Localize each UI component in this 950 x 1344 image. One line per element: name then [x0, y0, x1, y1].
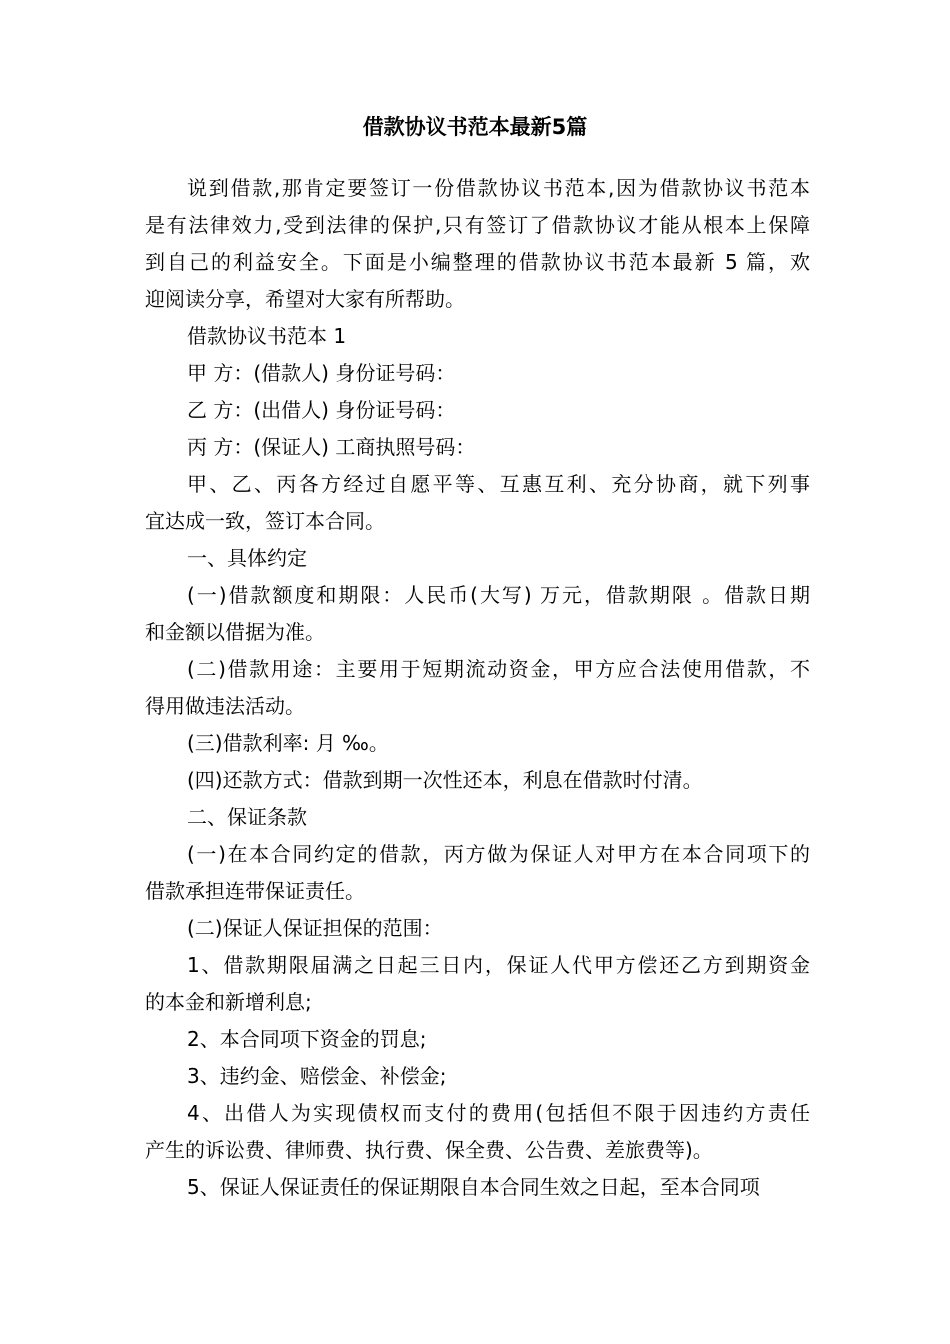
- document-paragraph: [145, 725, 810, 762]
- paragraph-line: 说到借款,那肯定要签订一份借款协议书范本,因为借款协议书范本: [187, 176, 810, 200]
- paragraph-line: 甲 方：(借款人) 身份证号码：: [187, 361, 456, 385]
- document-paragraph: [145, 1021, 810, 1058]
- paragraph-line: 宜达成一致，签订本合同。: [145, 509, 385, 533]
- document-paragraph: [145, 836, 810, 910]
- paragraph-line: 1、借款期限届满之日起三日内，保证人代甲方偿还乙方到期资金: [187, 953, 810, 977]
- paragraph-line: 得用做违法活动。: [145, 694, 305, 718]
- paragraph-line: 二、保证条款: [187, 805, 307, 829]
- paragraph-line: 迎阅读分享，希望对大家有所帮助。: [145, 287, 465, 311]
- document-body: [145, 170, 810, 1206]
- paragraph-line: 到自己的利益安全。下面是小编整理的借款协议书范本最新 5 篇，欢: [145, 250, 810, 274]
- document-paragraph: [145, 762, 810, 799]
- paragraph-line: 2、本合同项下资金的罚息;: [187, 1027, 427, 1051]
- paragraph-line: 和金额以借据为准。: [145, 620, 325, 644]
- document-paragraph: [145, 540, 810, 577]
- paragraph-line: 借款承担连带保证责任。: [145, 879, 365, 903]
- paragraph-line: (一)在本合同约定的借款，丙方做为保证人对甲方在本合同项下的: [187, 842, 810, 866]
- paragraph-line: 甲、乙、丙各方经过自愿平等、互惠互利、充分协商，就下列事: [187, 472, 810, 496]
- document-paragraph: [145, 799, 810, 836]
- document-paragraph: [145, 577, 810, 651]
- document-paragraph: [145, 947, 810, 1021]
- document-paragraph: [145, 1058, 810, 1095]
- document-paragraph: [145, 1095, 810, 1169]
- paragraph-line: (二)借款用途：主要用于短期流动资金，甲方应合法使用借款，不: [187, 657, 810, 681]
- document-paragraph: [145, 170, 810, 318]
- document-paragraph: [145, 392, 810, 429]
- paragraph-line: 一、具体约定: [187, 546, 307, 570]
- paragraph-line: 的本金和新增利息;: [145, 990, 312, 1014]
- document-paragraph: [145, 318, 810, 355]
- paragraph-line: 乙 方：(出借人) 身份证号码：: [187, 398, 456, 422]
- paragraph-line: (一)借款额度和期限：人民币(大写) 万元，借款期限 。借款日期: [187, 583, 810, 607]
- document-paragraph: [145, 466, 810, 540]
- paragraph-line: 3、违约金、赔偿金、补偿金;: [187, 1064, 447, 1088]
- document-paragraph: [145, 355, 810, 392]
- paragraph-line: 4、出借人为实现债权而支付的费用(包括但不限于因违约方责任: [187, 1101, 810, 1125]
- paragraph-line: 产生的诉讼费、律师费、执行费、保全费、公告费、差旅费等)。: [145, 1138, 713, 1162]
- document-paragraph: [145, 1169, 810, 1206]
- document-paragraph: [145, 651, 810, 725]
- paragraph-line: 是有法律效力,受到法律的保护,只有签订了借款协议才能从根本上保障: [145, 213, 810, 237]
- document-title: 借款协议书范本最新5篇: [362, 115, 588, 139]
- paragraph-line: (二)保证人保证担保的范围：: [187, 916, 443, 940]
- paragraph-line: 丙 方：(保证人) 工商执照号码：: [187, 435, 476, 459]
- paragraph-line: (三)借款利率: 月 ‰。: [187, 731, 389, 755]
- document-paragraph: [145, 910, 810, 947]
- paragraph-line: 借款协议书范本 1: [187, 324, 347, 348]
- document-paragraph: [145, 429, 810, 466]
- paragraph-line: 5、保证人保证责任的保证期限自本合同生效之日起，至本合同项: [187, 1175, 760, 1199]
- paragraph-line: (四)还款方式：借款到期一次性还本，利息在借款时付清。: [187, 768, 703, 792]
